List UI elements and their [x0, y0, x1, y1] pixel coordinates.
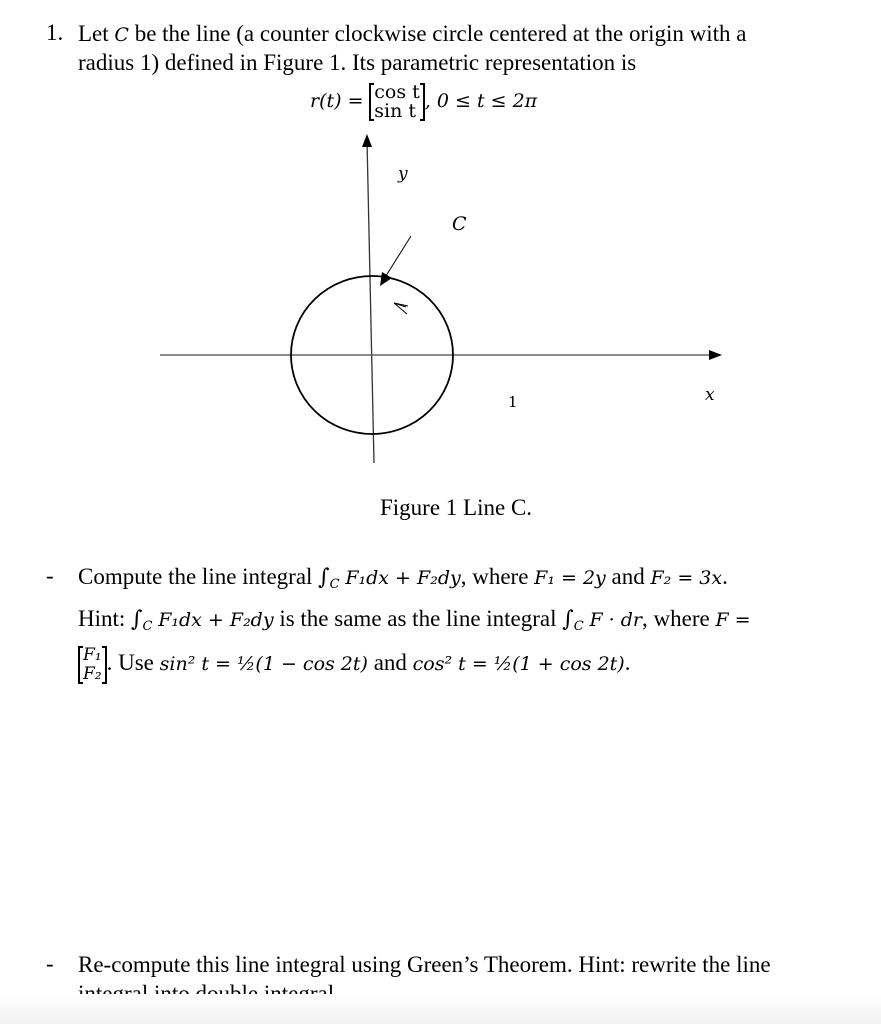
matrix-row-f2: F₂: [83, 663, 102, 684]
problem-number: 1.: [46, 20, 64, 45]
curve-label: C: [452, 213, 467, 235]
hint-integrand: F₁dx + F₂dy: [158, 609, 274, 631]
dot-product-expression: F · dr: [589, 609, 642, 631]
figure-circle-diagram: [0, 0, 881, 480]
param-lhs: r(t) =: [310, 90, 364, 112]
hint-label: Hint:: [78, 606, 132, 631]
param-row-cos: cos t: [374, 80, 420, 103]
page-bottom-shadow: [0, 994, 881, 1024]
y-axis-label: y: [398, 164, 408, 184]
task1-and: and: [605, 564, 651, 589]
intro-text-cont: be the line (a counter clockwise circle centered at the origin with a: [128, 21, 747, 46]
param-range: , 0 ≤ t ≤ 2π: [424, 90, 538, 112]
task1-period: .: [722, 564, 728, 589]
identity-and: and: [367, 650, 413, 675]
label-pointer-arrow-icon: [380, 272, 392, 286]
bullet-dash: -: [46, 951, 54, 976]
bullet-dash: -: [46, 563, 54, 588]
integral-sign-icon: $\int_C$: [318, 565, 340, 592]
integral-sign-icon: $\int_C$: [131, 607, 153, 634]
task2-line1: Re-compute this line integral using Green’s Theorem. Hint: rewrite the line: [78, 952, 771, 977]
sin-squared-identity: sin² t = ½(1 − cos 2t): [159, 653, 368, 675]
integral-sign-icon: $\int_C$: [562, 607, 584, 634]
use-text: . Use: [106, 650, 160, 675]
intro-text: Let: [78, 21, 115, 46]
hint-where: , where: [642, 606, 716, 631]
y-axis: [367, 140, 374, 463]
curve-variable: C: [114, 24, 129, 46]
task1-where: , where: [460, 564, 535, 589]
f1-definition: F₁ = 2y: [534, 567, 606, 589]
f2-definition: F₂ = 3x: [650, 567, 723, 589]
tick-label-one: 1: [508, 393, 518, 411]
y-axis-arrow-icon: [362, 134, 372, 147]
problem-intro-line2: radius 1) defined in Figure 1. Its parametric representation is: [78, 50, 637, 75]
task1-line1: [78, 563, 728, 599]
hint-text: is the same as the line integral: [273, 606, 563, 631]
vector-field-symbol: F =: [715, 609, 751, 631]
matrix-row-f1: F₁: [83, 644, 102, 665]
x-axis-arrow-icon: [709, 350, 722, 360]
integrand-expression: F₁dx + F₂dy: [345, 567, 461, 589]
label-pointer-line: [384, 236, 411, 279]
param-row-sin: sin t: [374, 99, 417, 122]
cos-squared-identity: cos² t = ½(1 + cos 2t): [412, 653, 625, 675]
identity-period: .: [624, 650, 631, 675]
task1-text: Compute the line integral: [78, 564, 319, 589]
figure-caption: Figure 1 Line C.: [380, 495, 533, 520]
task1-identity-line: [78, 643, 630, 684]
vector-field-matrix: [78, 646, 107, 684]
x-axis-label: x: [705, 385, 715, 405]
task1-hint-line: [78, 605, 751, 641]
